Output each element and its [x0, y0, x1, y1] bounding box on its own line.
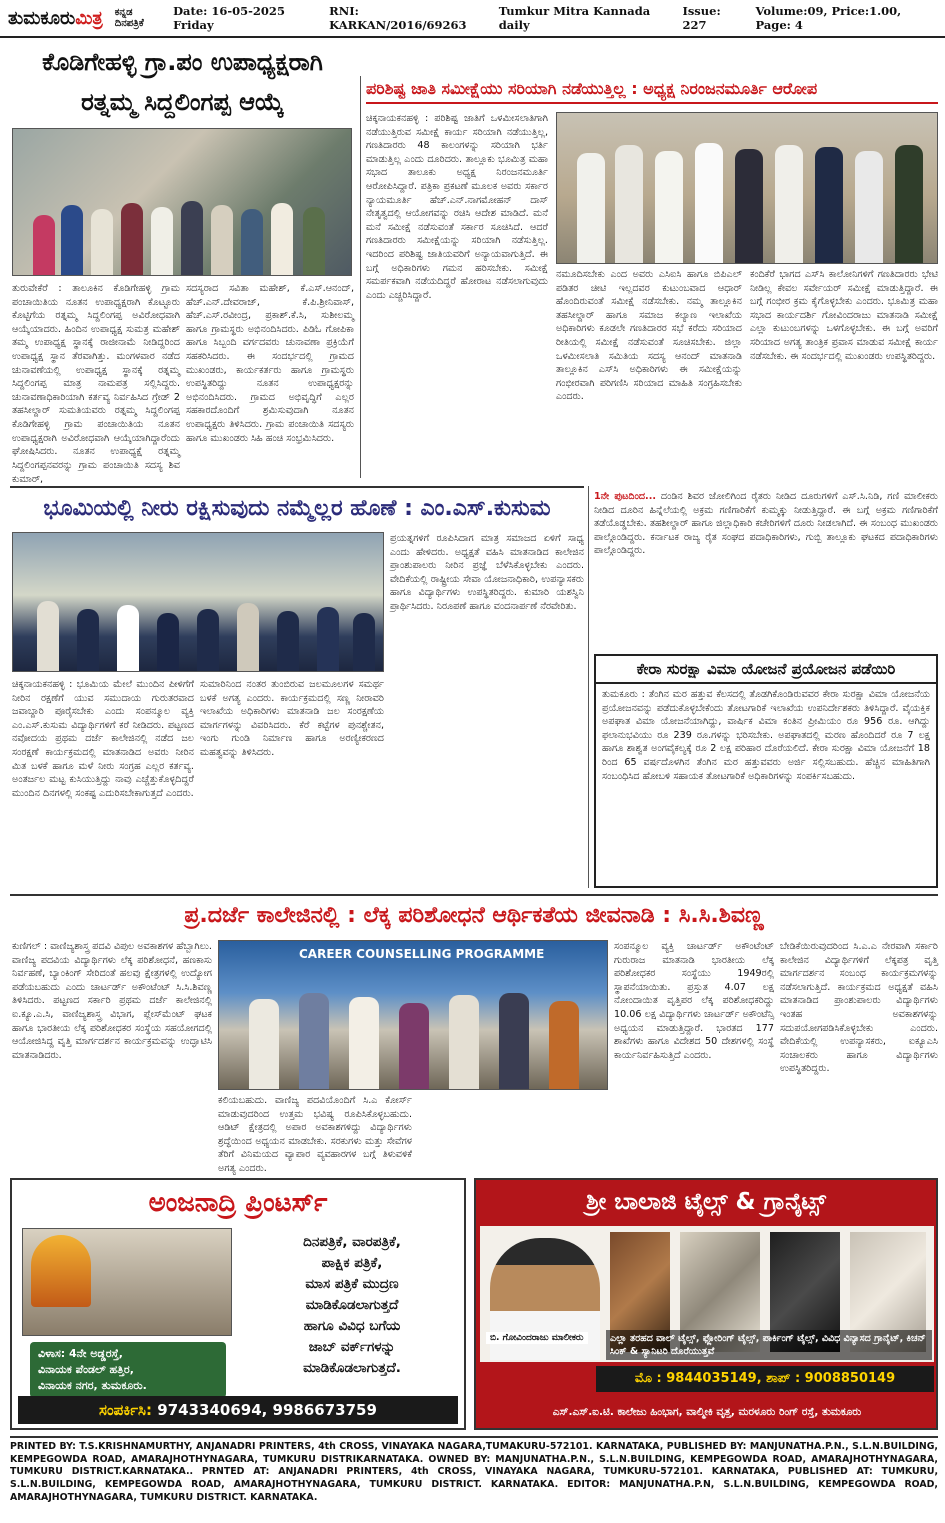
ad-left-address-line: ವಿನಾಯಕ ನಗರ, ತುಮಕೂರು. — [38, 1379, 147, 1392]
story1-photo — [12, 128, 352, 276]
masthead-subtitle: ಕನ್ನಡ ದಿನಪತ್ರಿಕೆ — [114, 7, 144, 29]
masthead-rni: RNI: KARKAN/2016/69263 — [329, 4, 467, 32]
story5-box — [594, 654, 938, 888]
story3-photo — [12, 532, 384, 672]
ad-left-contact-numbers: 9743340694, 9986673759 — [157, 1401, 377, 1419]
masthead-date: Date: 16-05-2025 Friday — [173, 4, 285, 32]
ad-left-line: ಪಾಕ್ಷಿಕ ಪತ್ರಿಕೆ, — [321, 1255, 383, 1271]
story1-column-2: ಸದಸ್ಯರಾದ ಸವಿತಾ ಮಹೇಶ್, ಕೆ.ಎಸ್.ಆನಂದ್, ಹೆಚ್.ಎನ್.ದೇವರಾಜ್, ಕೆ.ಪಿ.ಶ್ರೀನಿವಾಸ್, ಹೆಚ್.ಎಸ್.ರವೀಂದ್ರ, ಪ್ರಕಾಶ್.ಕೆ.ಸಿ, ಸುಶೀಲಮ್ಮ ಹಾಗೂ ಗ್ರಾಮಸ್ಥರು ಅಭಿನಂದಿಸಿದರು. ಪಿಡಿಓ ಗೋಪಿಕಾ ಹಾಗೂ ಸಿಬ್ಬಂದಿ ವರ್ಗದವರು ಚುನಾವಣಾ ಪ್ರಕ್ರಿಯೆಗೆ ಸಹಕರಿಸಿದರು. ಈ ಸಂದರ್ಭದಲ್ಲಿ ಗ್ರಾಮದ ಮುಖಂಡರು, ಕಾರ್ಯಕರ್ತರು ಹಾಗೂ ಗ್ರಾಮಸ್ಥರು ಉಪಸ್ಥಿತರಿದ್ದು ನೂತನ ಉಪಾಧ್ಯಕ್ಷರನ್ನು ಅಭಿನಂದಿಸಿದರು. ಗ್ರಾಮದ ಅಭಿವೃದ್ಧಿಗೆ ಎಲ್ಲರ ಸಹಕಾರದೊಂದಿಗೆ ಶ್ರಮಿಸುವುದಾಗಿ ನೂತನ ಉಪಾಧ್ಯಕ್ಷರು ತಿಳಿಸಿದರು. ಗ್ರಾಮ ಪಂಚಾಯಿತಿ ಸದಸ್ಯರು ಹಾಗೂ ಮುಖಂಡರು ಸಿಹಿ ಹಂಚಿ ಸಂಭ್ರಮಿಸಿದರು. — [186, 283, 354, 444]
story2-headline: ಪರಿಶಿಷ್ಟ ಜಾತಿ ಸಮೀಕ್ಷೆಯು ಸರಿಯಾಗಿ ನಡೆಯುತ್ತಿಲ್ಲ : ಅಧ್ಯಕ್ಷ ನಿರಂಜನಮೂರ್ತಿ ಆರೋಪ — [366, 76, 938, 104]
story6-column-2: ಕಲಿಯಬಹುದು. ವಾಣಿಜ್ಯ ಪದವಿಯೊಂದಿಗೆ ಸಿ.ಎ ಕೋರ್ಸ್ ಮಾಡುವುದರಿಂದ ಉತ್ತಮ ಭವಿಷ್ಯ ರೂಪಿಸಿಕೊಳ್ಳಬಹುದು. ಆಡಿಟ್ ಕ್ಷೇತ್ರದಲ್ಲಿ ಅಪಾರ ಅವಕಾಶಗಳಿದ್ದು ವಿದ್ಯಾರ್ಥಿಗಳು ಶ್ರದ್ಧೆಯಿಂದ ಅಧ್ಯಯನ ಮಾಡಬೇಕು. ಸರಕುಗಳು ಮತ್ತು ಸೇವೆಗಳ ತೆರಿಗೆ ವಿನಿಮಯದ ವ್ಯಾಪಾರ ವ್ಯವಹಾರಗಳ ಬಗ್ಗೆ ತಿಳುವಳಿಕೆ ಅಗತ್ಯ ಎಂದರು. — [218, 1095, 412, 1175]
story4-label: 1ನೇ ಪುಟದಿಂದ... — [594, 491, 656, 502]
ad-balaji-tiles — [474, 1178, 938, 1430]
story2-photo — [556, 112, 938, 264]
column-divider — [360, 76, 361, 478]
masthead — [0, 0, 945, 38]
ad-left-address-line: ವಿನಾಯಕ ಪೆಂಡಲ್ ಹತ್ತಿರ, — [38, 1363, 134, 1376]
ad-left-services — [244, 1232, 460, 1379]
ad-right-phone: ಮೊ : 9844035149, ಶಾಪ್ : 9008850149 — [596, 1366, 934, 1392]
story6-top-rule — [10, 894, 938, 896]
story2-column-2: ನಮೂದಿಸಬೇಕು ಎಂದ ಅವರು ಎಸಿಐಸಿ ಹಾಗೂ ಬಿಪಿಎಲ್ ಪಡಿತರ ಚೀಟಿ ಇಲ್ಲದವರ ಕುಟುಂಬವಾದ ಆಧಾರ್ ಹೊಂದಿರುವಂತೆ ಸಮೀಕ್ಷೆ ನಡೆಸಬೇಕು. ನಮ್ಮ ತಾಲ್ಲೂಕಿನ ತಹಸೀಲ್ದಾರ್ ಹಾಗೂ ಸಮಾಜ ಕಲ್ಯಾಣ ಇಲಾಖೆಯ ಅಧಿಕಾರಿಗಳು ಕೂಡಲೇ ಗಣತಿದಾರರ ಸಭೆ ಕರೆದು ಸರಿಯಾದ ರೀತಿಯಲ್ಲಿ ಸಮೀಕ್ಷೆ ನಡೆಸುವಂತೆ ಸೂಚಿಸಬೇಕು. ಜಿಲ್ಲಾ ಒಳಮೀಸಲಾತಿ ಸಮಿತಿಯ ಸದಸ್ಯ ಆನಂದ್ ಮಾತನಾಡಿ ತಾಲ್ಲೂಕಿನ ಎಸ್‌ಸಿ ಅಧಿಕಾರಿಗಳು ಈ ಸಮೀಕ್ಷೆಯನ್ನು ಗಂಭೀರವಾಗಿ ಪರಿಗಣಿಸಿ ಸರಿಯಾದ ಮಾಹಿತಿ ಸಂಗ್ರಹಿಸಬೇಕು ಎಂದರು. — [556, 269, 742, 403]
ad-left-address — [30, 1342, 226, 1398]
story6-headline: ಪ್ರ.ದರ್ಜೆ ಕಾಲೇಜಿನಲ್ಲಿ : ಲೆಕ್ಕ ಪರಿಶೋಧನೆ ಆರ್ಥಿಕತೆಯ ಜೀವನಾಡಿ : ಸಿ.ಸಿ.ಶಿವಣ್ಣ — [184, 903, 764, 928]
story3-headline: ಭೂಮಿಯಲ್ಲಿ ನೀರು ರಕ್ಷಿಸುವುದು ನಮ್ಮೆಲ್ಲರ ಹೊಣೆ : ಎಂ.ಎಸ್.ಕುಸುಮ — [43, 496, 551, 521]
ad-right-owner-name — [486, 1332, 588, 1344]
ad-left-title: ಅಂಜನಾದ್ರಿ ಪ್ರಿಂಟರ್ಸ್ — [148, 1188, 328, 1218]
ad-left-line: ಮಾಸ ಪತ್ರಿಕೆ ಮುದ್ರಣ — [305, 1276, 399, 1292]
story6-column-1: ಕುಣಿಗಲ್ : ವಾಣಿಜ್ಯಶಾಸ್ತ್ರ ಪದವಿ ವಿಪುಲ ಅವಕಾಶಗಳ ಹೆಬ್ಬಾಗಿಲು. ವಾಣಿಜ್ಯ ಪದವಿಯ ವಿದ್ಯಾರ್ಥಿಗಳು ಲೆಕ್ಕ ಪರಿಶೋಧನೆ, ಹಣಕಾಸು ನಿರ್ವಹಣೆ, ಬ್ಯಾಂಕಿಂಗ್ ಸೇರಿದಂತೆ ಹಲವು ಕ್ಷೇತ್ರಗಳಲ್ಲಿ ಉದ್ಯೋಗ ಪಡೆಯಬಹುದು ಎಂದು ಚಾರ್ಟರ್ಡ್ ಅಕೌಂಟೆಂಟ್ ಸಿ.ಸಿ.ಶಿವಣ್ಣ ತಿಳಿಸಿದರು. ಪಟ್ಟಣದ ಸರ್ಕಾರಿ ಪ್ರಥಮ ದರ್ಜೆ ಕಾಲೇಜಿನಲ್ಲಿ ಐ.ಕ್ಯೂ.ಎ.ಸಿ, ವಾಣಿಜ್ಯಶಾಸ್ತ್ರ ವಿಭಾಗ, ಪ್ಲೇಸ್‌ಮೆಂಟ್ ಘಟಕ ಹಾಗೂ ಭಾರತೀಯ ಲೆಕ್ಕ ಪರಿಶೋಧಕರ ಸಂಸ್ಥೆಯ ಸಹಯೋಗದಲ್ಲಿ ಆಯೋಜಿಸಿದ್ದ ವೃತ್ತಿ ಮಾರ್ಗದರ್ಶನ ಕಾರ್ಯಕ್ರಮವನ್ನು ಉದ್ಘಾಟಿಸಿ ಮಾತನಾಡಿದರು. — [12, 941, 212, 1061]
story1-headline — [10, 42, 355, 122]
story2-column-1: ಚಿಕ್ಕನಾಯಕನಹಳ್ಳಿ : ಪರಿಶಿಷ್ಟ ಜಾತಿಗೆ ಒಳಮೀಸಲಾತಿಗಾಗಿ ನಡೆಯುತ್ತಿರುವ ಸಮೀಕ್ಷೆ ಕಾರ್ಯ ಸರಿಯಾಗಿ ನಡೆಯುತ್ತಿಲ್ಲ, ಗಣತಿದಾರರು 48 ಕಾಲಂಗಳನ್ನು ಸರಿಯಾಗಿ ಭರ್ತಿ ಮಾಡುತ್ತಿಲ್ಲ ಎಂದು ದೂರಿದರು. ತಾಲ್ಲೂಕು ಭೂಮಿತ್ರ ಮಹಾ ಸಭಾದ ತಾಲೂಕು ಅಧ್ಯಕ್ಷ ನಿರಂಜನಮೂರ್ತಿ ಆರೋಪಿಸಿದ್ದಾರೆ. ಪತ್ರಿಕಾ ಪ್ರಕಟಣೆ ಮೂಲಕ ಅವರು ಸರ್ಕಾರ ನ್ಯಾಯಮೂರ್ತಿ ಹೆಚ್.ಎನ್.ನಾಗಮೋಹನ್ ದಾಸ್ ನೇತೃತ್ವದಲ್ಲಿ ಆಯೋಗವನ್ನು ರಚಿಸಿ ಆದೇಶ ಮಾಡಿದೆ. ಮನೆ ಮನೆ ಸಮೀಕ್ಷೆ ನಡೆಸುವಂತೆ ಸರ್ಕಾರ ಸೂಚಿಸಿದೆ. ಆದರೆ ಗಣತಿದಾರರು ಸಮೀಕ್ಷೆಯನ್ನು ಸರಿಯಾಗಿ ನಡೆಸುತ್ತಿಲ್ಲ. ಇದರಿಂದ ಪರಿಶಿಷ್ಟ ಜಾತಿಯವರಿಗೆ ಅನ್ಯಾಯವಾಗುತ್ತಿದೆ. ಈ ಬಗ್ಗೆ ಅಧಿಕಾರಿಗಳು ಗಮನ ಹರಿಸಬೇಕು. ಸಮೀಕ್ಷೆ ಸಮರ್ಪಕವಾಗಿ ನಡೆಯದಿದ್ದರೆ ಹೋರಾಟ ನಡೆಸಲಾಗುವುದು ಎಂದು ಎಚ್ಚರಿಸಿದ್ದಾರೆ. — [366, 113, 548, 301]
story5-headline: ಕೇರಾ ಸುರಕ್ಷಾ ವಿಮಾ ಯೋಜನೆ ಪ್ರಯೋಜನ ಪಡೆಯಿರಿ — [596, 656, 936, 684]
imprint-footer: PRINTED BY: T.S.KRISHNAMURTHY, ANJANADRI PRINTERS, 4th CROSS, VINAYAKA NAGARA,TUMAKURU-572101. KARNATAKA, PUBLISHED BY: MANJUNATHA.P.N., S.L.N.BUILDING, KEMPEGOWDA ROAD, AMARAJHOTHYNAGARA, TUMKURU DISTRIKARNATAKA. OWNED BY: MANJUNATHA.P.N., S.L.N.BUILDING, KEMPEGOWDA ROAD, AMARAJHOTHYNAGARA, TUMKURU DISTRICT.KARNATAKA.. PRNTED AT: ANJANADRI PRINTERS, 4th CROSS, VINAYAKA NAGARA, TUMKURU-572101. KARNATAKA, PUBLISHED AT: TUMKURU, S.L.N.BUILDING, KEMPEGOWDA ROAD, AMARAJHOTHYNAGARA, TUMKURU DISTRICT. KARNATAKA. EDITOR: MANJUNATHA.P.N, S.L.N.BUILDING, KEMPEGOWDA ROAD, AMARAJHOTHYNAGARA, TUMKURU DISTRICT. KARNATAKA. — [10, 1441, 938, 1503]
story3-top-rule — [10, 486, 584, 488]
story3-column-1: ಚಿಕ್ಕನಾಯಕನಹಳ್ಳಿ : ಭೂಮಿಯ ಮೇಲೆ ಮುಂದಿನ ಪೀಳಿಗೆಗೆ ನೀರಿನ ರಕ್ಷಣೆಗೆ ಯುವ ಸಮುದಾಯ ಗುರುತರವಾದ ಜವಾಬ್ದಾರಿ ಪೂರೈಸಬೇಕು ಎಂದು ಸಂಪನ್ಮೂಲ ವ್ಯಕ್ತಿ ಎಂ.ಎಸ್.ಕುಸುಮ ವಿದ್ಯಾರ್ಥಿಗಳಿಗೆ ಕರೆ ನೀಡಿದರು. ಪಟ್ಟಣದ ನವೋದಯ ಪ್ರಥಮ ದರ್ಜೆ ಕಾಲೇಜಿನಲ್ಲಿ ನಡೆದ ಜಲ ಸಂರಕ್ಷಣೆ ಕಾರ್ಯಕ್ರಮದಲ್ಲಿ ಮಾತನಾಡಿದ ಅವರು ನೀರಿನ ಮಿತ ಬಳಕೆ ಹಾಗೂ ಮಳೆ ನೀರು ಸಂಗ್ರಹ ಎಲ್ಲರ ಕರ್ತವ್ಯ. ಅಂತರ್ಜಲ ಮಟ್ಟ ಕುಸಿಯುತ್ತಿದ್ದು ನಾವು ಎಚ್ಚೆತ್ತುಕೊಳ್ಳದಿದ್ದರೆ ಮುಂದಿನ ದಿನಗಳಲ್ಲಿ ಸಂಕಷ್ಟ ಎದುರಿಸಬೇಕಾಗುತ್ತದೆ ಎಂದರು. — [12, 679, 194, 799]
ad-left-line: ಮಾಡಿಕೊಡಲಾಗುತ್ತದೆ — [305, 1297, 399, 1313]
ad-right-title: ಶ್ರೀ ಬಾಲಾಜಿ ಟೈಲ್ಸ್ & ಗ್ರಾನೈಟ್ಸ್ — [586, 1189, 826, 1215]
ad-left-address-line: ವಿಳಾಸ: 4ನೇ ಅಡ್ಡರಸ್ತೆ, — [38, 1347, 123, 1360]
story1-column-1: ತುರುವೇಕೆರೆ : ತಾಲೂಕಿನ ಕೊಡಿಗೇಹಳ್ಳಿ ಗ್ರಾಮ ಪಂಚಾಯಿತಿಯ ನೂತನ ಉಪಾಧ್ಯಕ್ಷರಾಗಿ ಕೊಟ್ಟೂರು ಕೊಟ್ಟಿಗೆಯ ರತ್ನಮ್ಮ ಸಿದ್ದಲಿಂಗಪ್ಪ ಅವಿರೋಧವಾಗಿ ಆಯ್ಕೆಯಾದರು. ಹಿಂದಿನ ಉಪಾಧ್ಯಕ್ಷ ಸುಮತ್ರ ಮಹೇಶ್ ತಮ್ಮ ಉಪಾಧ್ಯಕ್ಷ ಸ್ಥಾನಕ್ಕೆ ರಾಜೀನಾಮೆ ನೀಡಿದ್ದರಿಂದ ಉಪಾಧ್ಯಕ್ಷ ಸ್ಥಾನ ತೆರವಾಗಿತ್ತು. ಮಂಗಳವಾರ ನಡೆದ ಚುನಾವಣೆಯಲ್ಲಿ ಉಪಾಧ್ಯಕ್ಷ ಸ್ಥಾನಕ್ಕೆ ರತ್ನಮ್ಮ ಸಿದ್ದಲಿಂಗಪ್ಪ ಮಾತ್ರ ನಾಮಪತ್ರ ಸಲ್ಲಿಸಿದ್ದರು. ಚುನಾವಣಾಧಿಕಾರಿಯಾಗಿ ಕರ್ತವ್ಯ ನಿರ್ವಹಿಸಿದ ಗ್ರೇಡ್ 2 ತಹಸೀಲ್ದಾರ್ ಸುಮತಿಯವರು ರತ್ನಮ್ಮ ಸಿದ್ದಲಿಂಗಪ್ಪ ಕೊಡಿಗೇಹಳ್ಳಿ ಗ್ರಾಮ ಪಂಚಾಯಿತಿಯ ನೂತನ ಉಪಾಧ್ಯಕ್ಷರಾಗಿ ಅವಿರೋಧವಾಗಿ ಆಯ್ಕೆಯಾಗಿದ್ದಾರೆಂದು ಘೋಷಿಸಿದರು. ನೂತನ ಉಪಾಧ್ಯಕ್ಷೆ ರತ್ನಮ್ಮ ಸಿದ್ದಲಿಂಗಪ್ಪನವರನ್ನು ಗ್ರಾಮ ಪಂಚಾಯಿತಿ ಸದಸ್ಯ ಶಿವ ಕುಮಾರ್, — [12, 283, 180, 485]
story6-photo — [218, 940, 608, 1090]
ad-right-owner-sub: ಮಾಲೀಕರು — [551, 1333, 584, 1343]
newspaper-logo: ತುಮಕೂರುಮಿತ್ರ — [8, 7, 103, 29]
ad-left-line: ಹಾಗೂ ವಿವಿಧ ಬಗೆಯ — [303, 1318, 401, 1334]
ad-left-contact-label: ಸಂಪರ್ಕಿಸಿ: — [99, 1401, 153, 1419]
hanuman-image-icon — [31, 1235, 91, 1307]
story2-column-3: ಕಂದಿಕೆರೆ ಭಾಗದ ಎಸ್‌ಸಿ ಕಾಲೋನಿಗಳಿಗೆ ಗಣತಿದಾರರು ಭೇಟಿ ನೀಡಿಲ್ಲ ಕೇವಲ ಸರ್ವೇಯರ್ ಸಮೀಕ್ಷೆ ಮಾಡುತ್ತಿದ್ದಾರೆ. ಈ ಬಗ್ಗೆ ಗಂಭೀರ ಕ್ರಮ ಕೈಗೊಳ್ಳಬೇಕು ಎಂದರು. ಭೂಮಿತ್ರ ಮಹಾ ಸಭಾದ ಕಾರ್ಯದರ್ಶಿ ಗೋವಿಂದರಾಜು ಮಾತನಾಡಿ ಸಮೀಕ್ಷೆ ಎಲ್ಲಾ ಕುಟುಂಬಗಳನ್ನು ಒಳಗೊಳ್ಳಬೇಕು. ಈ ಬಗ್ಗೆ ಅವರಿಗೆ ಸರಿಯಾದ ಅಗತ್ಯ ತಾಂತ್ರಿಕ ಪ್ರವಾಸ ಮಾಡುವ ಸಮೀಕ್ಷೆ ಕಾರ್ಯ ನಡೆಸಬೇಕು. ಈ ಸಂದರ್ಭದಲ್ಲಿ ಮುಖಂಡರು ಉಪಸ್ಥಿತರಿದ್ದರು. — [750, 269, 938, 362]
story3-column-2: ಸುಮಾರಿನಿಂದ ನಂತರ ತುಂಬಿರುವ ಜಲಮೂಲಗಳ ಸಮರ್ಥ ಬಳಕೆ ಅಗತ್ಯ ಎಂದರು. ಕಾರ್ಯಕ್ರಮದಲ್ಲಿ ಸಣ್ಣ ನೀರಾವರಿ ಇಲಾಖೆಯ ಅಧಿಕಾರಿಗಳು ಮಾತನಾಡಿ ಜಲ ಸಂರಕ್ಷಣೆಯ ಮಾರ್ಗಗಳನ್ನು ವಿವರಿಸಿದರು. ಕೆರೆ ಕಟ್ಟೆಗಳ ಪುನಶ್ಚೇತನ, ಇಂಗು ಗುಂಡಿ ನಿರ್ಮಾಣ ಹಾಗೂ ಅರಣ್ಯೀಕರಣದ ಮಹತ್ವವನ್ನು ತಿಳಿಸಿದರು. — [200, 679, 384, 759]
ad-left-line: ದಿನಪತ್ರಿಕೆ, ವಾರಪತ್ರಿಕೆ, — [303, 1234, 401, 1250]
masthead-paper-name: Tumkur Mitra Kannada daily — [498, 4, 651, 32]
story4-continued — [594, 490, 938, 646]
ad-left-shop-photo — [22, 1228, 232, 1336]
story5-text: ತುಮಕೂರು : ತೆಂಗಿನ ಮರ ಹತ್ತುವ ಕೆಲಸದಲ್ಲಿ ತೊಡಗಿಕೊಂಡಿರುವವರ ಕೇರಾ ಸುರಕ್ಷಾ ವಿಮಾ ಯೋಜನೆಯ ಪ್ರಯೋಜನವನ್ನು ಪಡೆದುಕೊಳ್ಳಬೇಕೆಂದು ತೋಟಗಾರಿಕೆ ಇಲಾಖೆಯ ಉಪನಿರ್ದೇಶಕರು ತಿಳಿಸಿದ್ದಾರೆ. ವೈಯಕ್ತಿಕ ಅಪಘಾತ ವಿಮಾ ಯೋಜನೆಯಾಗಿದ್ದು, ವಾರ್ಷಿಕ ವಿಮಾ ಕಂತಿನ ಪ್ರೀಮಿಯಂ ರೂ 956 ರೂ. ಆಗಿದ್ದು ಫಲಾನುಭವಿಯು ರೂ 239 ರೂ.ಗಳನ್ನು ಭರಿಸಬೇಕು. ಅಪಘಾತದಲ್ಲಿ ಮರಣ ಹೊಂದಿದರೆ ರೂ 7 ಲಕ್ಷ ಹಾಗೂ ಶಾಶ್ವತ ಅಂಗವೈಕಲ್ಯಕ್ಕೆ ರೂ 2 ಲಕ್ಷ ಪರಿಹಾರ ದೊರೆಯಲಿದೆ. ಕೇರಾ ಸುರಕ್ಷಾ ವಿಮಾ ಯೋಜನೆಗೆ 18 ರಿಂದ 65 ವರ್ಷದೊಳಗಿನ ತೆಂಗಿನ ಮರ ಹತ್ತುವವರು ಅರ್ಜಿ ಸಲ್ಲಿಸಬಹುದು. ಹೆಚ್ಚಿನ ಮಾಹಿತಿಗಾಗಿ ಸಂಬಂಧಿಸಿದ ಹೋಬಳಿ ಸಹಾಯಕ ತೋಟಗಾರಿಕೆ ಅಧಿಕಾರಿಗಳನ್ನು ಸಂಪರ್ಕಿಸಬಹುದು. — [602, 689, 930, 782]
ad-left-contact-bar — [18, 1396, 458, 1424]
ad-right-owner: ಬಿ. ಗೋವಿಂದರಾಜು — [490, 1333, 549, 1343]
masthead-issue: Issue: 227 — [682, 4, 721, 32]
story4-text: ದಂಡಿನ ಶಿವರ ಜೋಲಿಗಿಂದ ರೈತರು ನೀಡಿದ ದೂರುಗಳಿಗೆ ಎಸ್.ಸಿ.ನಿಡಿ, ಗಣಿ ಮಾಲೀಕರು ನೀಡಿದ ದೂರಿನ ಹಿನ್ನೆಲೆಯಲ್ಲಿ ಅಕ್ರಮ ಗಣಿಗಾರಿಕೆಗೆ ಕುಮ್ಮಕ್ಕು ನೀಡುತ್ತಿದ್ದಾರೆ. ಈ ಬಗ್ಗೆ ಅಕ್ರಮ ಗಣಿಗಾರಿಕೆಗೆ ತಡೆಯೊಡ್ಡಬೇಕು. ತಹಶೀಲ್ದಾರ್ ಹಾಗೂ ಜಿಲ್ಲಾಧಿಕಾರಿ ಕಚೇರಿಗಳಿಗೆ ದೂರು ನೀಡಲಾಗಿದೆ. ಈ ಸಂಬಂಧ ಮುಖಂಡರು ಪಾಲ್ಗೊಂಡಿದ್ದರು. ಕರ್ನಾಟಕ ರಾಜ್ಯ ರೈತ ಸಂಘದ ಪದಾಧಿಕಾರಿಗಳು, ಗುಬ್ಬಿ ತಾಲ್ಲೂಕು ಘಟಕದ ಪದಾಧಿಕಾರಿಗಳು ಪಾಲ್ಗೊಂಡಿದ್ದರು. — [594, 491, 938, 557]
story3-column-3: ಪ್ರಯತ್ನಗಳಿಗೆ ರೂಪಿಸಿದಾಗ ಮಾತ್ರ ಸಮಾಜದ ಏಳಿಗೆ ಸಾಧ್ಯ ಎಂದು ಹೇಳಿದರು. ಅಧ್ಯಕ್ಷತೆ ವಹಿಸಿ ಮಾತನಾಡಿದ ಕಾಲೇಜಿನ ಪ್ರಾಂಶುಪಾಲರು ನೀರಿನ ಪ್ರಜ್ಞೆ ಬೆಳೆಸಿಕೊಳ್ಳಬೇಕು ಎಂದರು. ವೇದಿಕೆಯಲ್ಲಿ ರಾಷ್ಟ್ರೀಯ ಸೇವಾ ಯೋಜನಾಧಿಕಾರಿ, ಉಪನ್ಯಾಸಕರು ಹಾಗೂ ವಿದ್ಯಾರ್ಥಿಗಳು ಉಪಸ್ಥಿತರಿದ್ದರು. ಕುಮಾರಿ ಯಶಸ್ವಿನಿ ಪ್ರಾರ್ಥಿಸಿದರು. ನಿರೂಪಣೆ ಹಾಗೂ ವಂದನಾರ್ಪಣೆ ನೆರವೇರಿತು. — [390, 533, 584, 613]
ad-right-tagline: ಎಲ್ಲಾ ತರಹದ ವಾಲ್ ಟೈಲ್ಸ್, ಫ್ಲೋರಿಂಗ್ ಟೈಲ್ಸ್, ಪಾರ್ಕಿಂಗ್ ಟೈಲ್ಸ್, ವಿವಿಧ ವಿನ್ಯಾಸದ ಗ್ರಾನೈಟ್, ಕಿಚನ್ ಸಿಂಕ್ & ಸ್ಯಾನಿಟರಿ ದೊರೆಯುತ್ತವೆ — [606, 1330, 932, 1360]
story1-headline-line1: ಕೊಡಿಗೇಹಳ್ಳಿ ಗ್ರಾ.ಪಂ ಉಪಾಧ್ಯಕ್ಷರಾಗಿ — [42, 48, 323, 76]
footer-rule — [10, 1436, 938, 1438]
story6-column-2b — [416, 1094, 608, 1170]
column-divider — [588, 486, 589, 888]
ad-left-line: ಮಾಡಿಕೊಡಲಾಗುತ್ತದೆ. — [303, 1360, 401, 1376]
ad-right-address: ಎಸ್.ಎಸ್.ಐ.ಟಿ. ಕಾಲೇಜು ಹಿಂಭಾಗ, ವಾಲ್ಮೀಕಿ ವೃತ್ತ, ಮರಳೂರು ರಿಂಗ್ ರಸ್ತೆ, ತುಮಕೂರು — [552, 1406, 862, 1418]
masthead-volume: Volume:09, Price:1.00, Page: 4 — [755, 4, 902, 32]
story6-column-4: ಬೇಡಿಕೆಯಿರುವುದರಿಂದ ಸಿ.ಎ.ಎ ನೇರವಾಗಿ ಸರ್ಕಾರಿ ಕಾಲೇಜಿನ ವಿದ್ಯಾರ್ಥಿಗಳಿಗೆ ಲೆಕ್ಕಪತ್ರ ವೃತ್ತಿ ಮಾರ್ಗದರ್ಶನ ಸಂಬಂಧ ಕಾರ್ಯಕ್ರಮಗಳನ್ನು ನಡೆಸಲಾಗುತ್ತಿದೆ. ಕಾರ್ಯಕ್ರಮದ ಅಧ್ಯಕ್ಷತೆ ವಹಿಸಿ ಮಾತನಾಡಿದ ಪ್ರಾಂಶುಪಾಲರು ವಿದ್ಯಾರ್ಥಿಗಳು ಇಂತಹ ಅವಕಾಶಗಳನ್ನು ಸದುಪಯೋಗಪಡಿಸಿಕೊಳ್ಳಬೇಕು ಎಂದರು. ವೇದಿಕೆಯಲ್ಲಿ ಉಪನ್ಯಾಸಕರು, ಐಕ್ಯೂಎಸಿ ಸಂಚಾಲಕರು ಹಾಗೂ ವಿದ್ಯಾರ್ಥಿಗಳು ಉಪಸ್ಥಿತರಿದ್ದರು. — [780, 941, 938, 1075]
story6-photo-banner: CAREER COUNSELLING PROGRAMME — [299, 947, 545, 961]
story1-headline-line2: ರತ್ನಮ್ಮ ಸಿದ್ದಲಿಂಗಪ್ಪ ಆಯ್ಕೆ — [81, 88, 284, 116]
ad-left-line: ಜಾಬ್ ವರ್ಕ್‌ಗಳನ್ನು — [308, 1339, 396, 1355]
ad-anjanadri-printers — [10, 1178, 466, 1430]
story6-column-3: ಸಂಪನ್ಮೂಲ ವ್ಯಕ್ತಿ ಚಾರ್ಟರ್ಡ್ ಅಕೌಂಟೆಂಟ್ ಗುರುರಾಜ ಮಾತನಾಡಿ ಭಾರತೀಯ ಲೆಕ್ಕ ಪರಿಶೋಧಕರ ಸಂಸ್ಥೆಯು 1949ರಲ್ಲಿ ಸ್ಥಾಪನೆಯಾಯಿತು. ಪ್ರಸ್ತುತ 4.07 ಲಕ್ಷ ನೋಂದಾಯಿತ ವೃತ್ತಿಪರ ಲೆಕ್ಕ ಪರಿಶೋಧಕರಿದ್ದು 10.06 ಲಕ್ಷ ವಿದ್ಯಾರ್ಥಿಗಳು ಚಾರ್ಟರ್ಡ್ ಅಕೌಂಟೆನ್ಸಿ ಅಧ್ಯಯನ ಮಾಡುತ್ತಿದ್ದಾರೆ. ಭಾರತದ 177 ಶಾಖೆಗಳು ಹಾಗೂ ವಿದೇಶದ 50 ದೇಶಗಳಲ್ಲಿ ಸಂಸ್ಥೆ ಕಾರ್ಯನಿರ್ವಹಿಸುತ್ತಿದೆ ಎಂದರು. — [614, 941, 774, 1061]
